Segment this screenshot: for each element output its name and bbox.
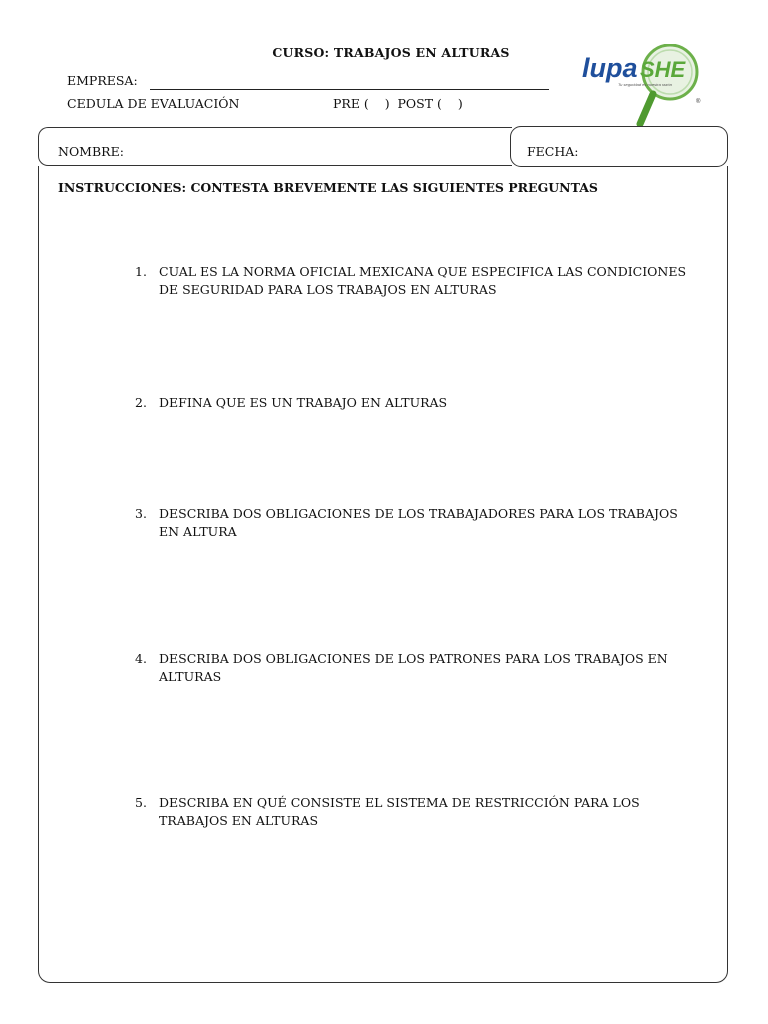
fecha-label: FECHA: <box>527 144 579 159</box>
course-title: CURSO: TRABAJOS EN ALTURAS <box>272 45 510 60</box>
question-text: CUAL ES LA NORMA OFICIAL MEXICANA QUE ESPECIFICA LAS CONDICIONES DE SEGURIDAD PARA LOS TRABAJOS EN ALTURAS <box>159 264 687 297</box>
logo-brand-part1: lupa <box>582 53 638 83</box>
question-number: 5. <box>135 795 147 810</box>
pre-post-selector[interactable]: PRE ( ) POST ( ) <box>333 96 463 111</box>
question-number: 4. <box>135 651 147 666</box>
instructions-text: INSTRUCCIONES: CONTESTA BREVEMENTE LAS SIGUIENTES PREGUNTAS <box>58 180 598 195</box>
question-item <box>135 394 695 412</box>
logo-tagline: Tu seguridad es nuestra razón <box>618 82 672 87</box>
question-number: 1. <box>135 264 147 279</box>
question-text: DESCRIBA DOS OBLIGACIONES DE LOS TRABAJADORES PARA LOS TRABAJOS EN ALTURA <box>159 506 678 539</box>
question-item <box>135 505 695 541</box>
question-text: DESCRIBA DOS OBLIGACIONES DE LOS PATRONES PARA LOS TRABAJOS EN ALTURAS <box>159 651 668 684</box>
question-item <box>135 794 695 830</box>
question-number: 3. <box>135 506 147 521</box>
question-item <box>135 650 695 686</box>
question-text: DESCRIBA EN QUÉ CONSISTE EL SISTEMA DE RESTRICCIÓN PARA LOS TRABAJOS EN ALTURAS <box>159 795 640 828</box>
empresa-input-line[interactable] <box>150 89 549 90</box>
cedula-label: CEDULA DE EVALUACIÓN <box>67 96 240 111</box>
question-number: 2. <box>135 395 147 410</box>
lupashe-logo <box>578 44 728 130</box>
question-item <box>135 263 695 299</box>
nombre-label: NOMBRE: <box>58 144 124 159</box>
logo-brand-part2: SHE <box>640 57 686 82</box>
empresa-label: EMPRESA: <box>67 73 138 88</box>
question-text: DEFINA QUE ES UN TRABAJO EN ALTURAS <box>159 395 448 410</box>
logo-registered-mark: ® <box>696 99 701 105</box>
